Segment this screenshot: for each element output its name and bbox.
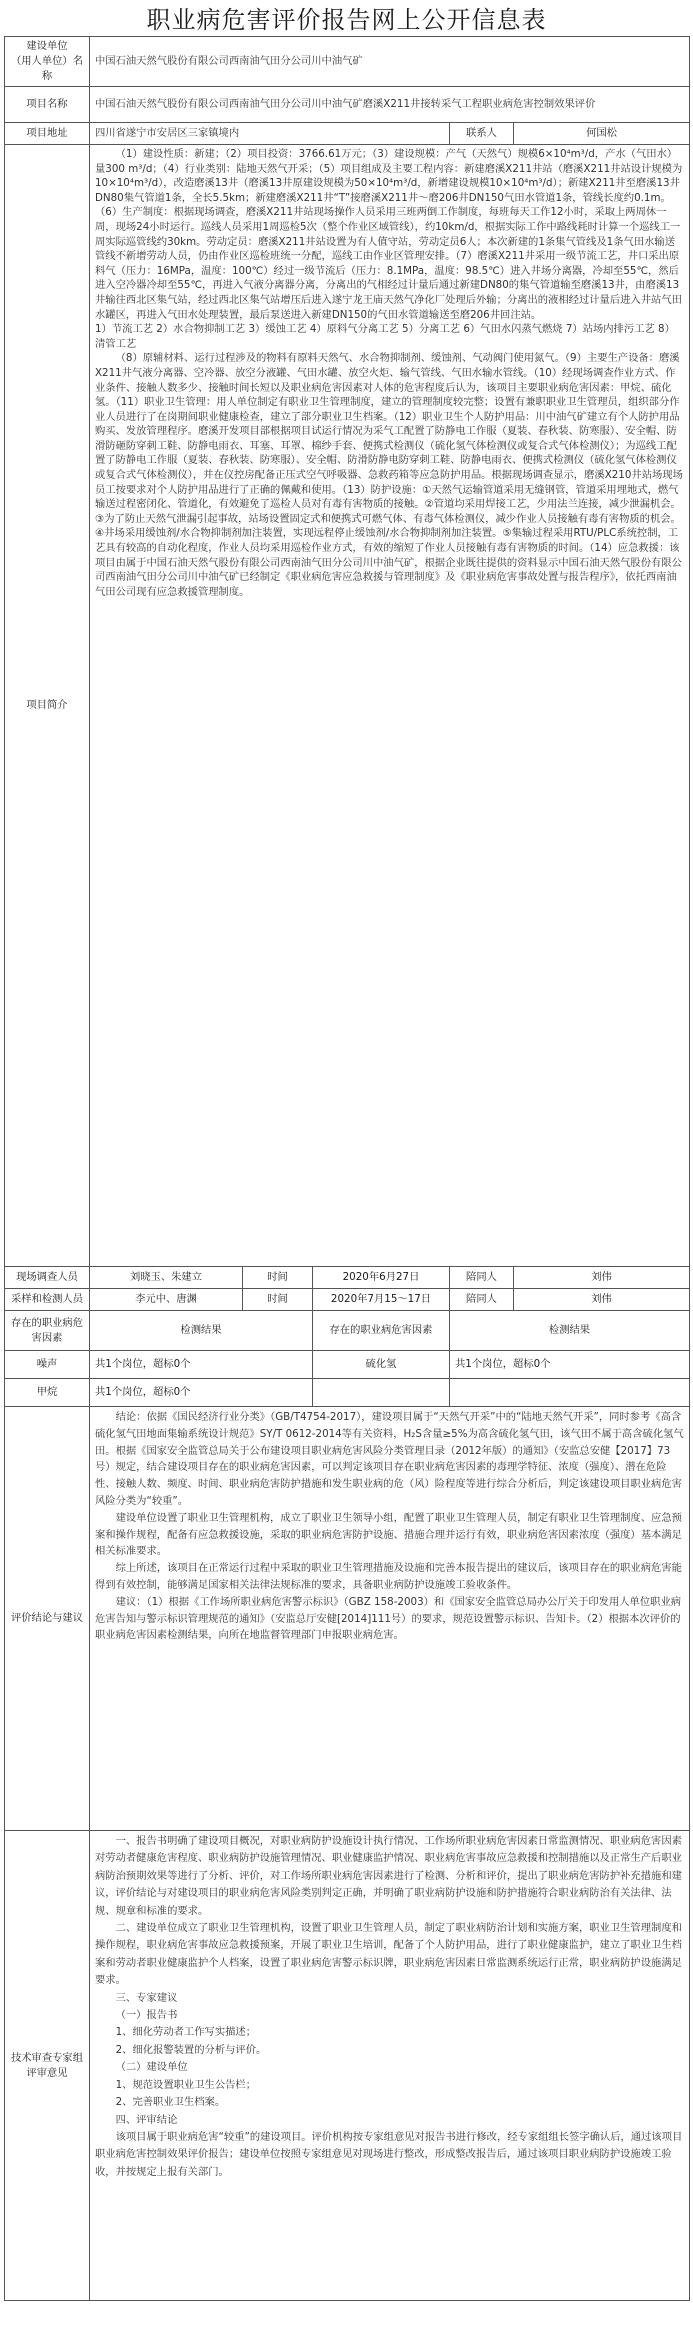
expert-paragraph-2: 二、建设单位成立了职业卫生管理机构，设置了职业卫生管理人员，制定了职业病防治计划和实施方案，职业卫生管理制度和操作规程，职业病危害事故应急救援预案，开展了职业卫生培训，配备了个人防护用品，进行了职业健康监护，建立了职业卫生档案和劳动者职业健康监护个人档案，设置了职业病危害警示标识牌，职业病危害因素日常监测系统运行正常，职业病防护设施满足要求。	[95, 1922, 682, 1987]
survey-time-value: 2020年6月27日	[313, 1267, 450, 1289]
conclusion-paragraph-2: 建设单位设置了职业卫生管理机构，成立了职业卫生领导小组，配置了职业卫生管理人员，制定有职业卫生管理制度、应急预案和操作规程，配备有应急救援设施，采取的职业病危害防护设施、措施合理并运行有效，职业病危害因素浓度（强度）基本满足相关标准要求。	[95, 1511, 682, 1558]
row-address	[5, 123, 690, 145]
row-conclusion	[5, 1407, 690, 1831]
sampling-label: 采样和检测人员	[5, 1289, 90, 1311]
row-project	[5, 87, 690, 123]
contact-value: 何国松	[514, 123, 690, 145]
hazard-factor-methane: 甲烷	[5, 1379, 90, 1407]
address-value: 四川省遂宁市安居区三家镇境内	[90, 123, 450, 145]
row-survey	[5, 1267, 690, 1289]
conclusion-paragraph-4: 建议：（1）根据《工作场所职业病危害警示标识》（GBZ 158-2003）和《国家安全监管总局办公厅关于印发用人单位职业病危害告知与警示标识管理规范的通知》（安监总厅安健[2014]111号）的要求，规范设置警示标识、告知卡。（2）根据本次评价的职业病危害因素检测结果，向所在地监督管理部门申报职业病危害。	[95, 1595, 682, 1642]
brief-label: 项目简介	[5, 145, 90, 1267]
expert-paragraph-9: 2、完善职业卫生档案。	[115, 2096, 226, 2109]
row-brief	[5, 145, 690, 1267]
hazard-factor-noise: 噪声	[5, 1351, 90, 1379]
sampling-time-value: 2020年7月15～17日	[313, 1289, 450, 1311]
expert-label: 技术审查专家组评审意见	[5, 1831, 90, 2301]
hazard-result-noise: 共1个岗位，超标0个	[90, 1351, 313, 1379]
expert-paragraph-3: 三、专家建议	[115, 1991, 178, 2004]
expert-content	[90, 1831, 690, 2301]
project-value: 中国石油天然气股份有限公司西南油气田分公司川中油气矿磨溪X211井接转采气工程职业病危害控制效果评价	[90, 87, 690, 123]
survey-time-label: 时间	[243, 1267, 313, 1289]
expert-paragraph-1: 一、报告书明确了建设项目概况，对职业病防护设施设计执行情况、工作场所职业病危害因素日常监测情况、职业病危害因素对劳动者健康危害程度、职业病防护设施管理情况、职业健康监护情况、职业病危害事故应急救援和控制措施以及正常生产后职业病防治预期效果等进行了分析、评价，对工作场所职业病危害因素进行了检测、分析和评价，提出了职业病危害防护补充措施和建议，评价结论与对建设项目的职业病危害风险类别判定正确，并明确了职业病防护设施和防护措施符合职业病防治有关法律、法规、规章和标准的要求。	[95, 1835, 682, 1917]
expert-paragraph-6: 2、细化报警装置的分析与评价。	[115, 2043, 267, 2056]
brief-paragraph-1: （1）建设性质：新建；（2）项目投资：3766.61万元；（3）建设规模：产气（天然气）规模6×10⁴m³/d，产水（气田水）量300 m³/d；（4）行业类别：陆地天然气开采；（5）项目组成及主要工程内容：新建磨溪X211井站（磨溪X211井站设计规模为10×10⁴m³/d），改造磨溪13井（磨溪13井原建设规模为50×10⁴m³/d，新增建设规模10×10⁴m³/d）；新建X211井至磨溪13井DN80集气管道1条，全长5.5km；新建磨溪X211井“T”接磨溪X211井～磨206井DN150气田水管道1条，管线长度约0.1m。（6）生产制度：根据现场调查，磨溪X211井站现场操作人员采用三班两倒工作制度，每班每天工作12小时，采取上两周休一周，现场24小时运行。巡线人员采用1周巡检5次（整个作业区域管线），约10km/d，根据实际工作中路线耗时计算一个巡线工一周实际巡管线约30km。劳动定员：磨溪X211井站设置为有人值守站，劳动定员6人；本次新建的1条集气管线及1条气田水输送管线不新增劳动人员，仍由作业区巡检班统一分配，巡线工由作业区管理安排。（7）磨溪X211井采用一级节流工艺，井口采出原料气（压力：16MPa，温度：100℃）经过一级节流后（压力：8.1MPa，温度：98.5℃）进入井场分离器，冷却至55℃，然后进入空冷器冷却至55℃，再进入气液分离器分离，分离出的气相经过计量后通过新建DN80的集气管道输至磨溪13井，由磨溪13井输往西北区集气站，经过西北区集气站增压后进入遂宁龙王庙天然气净化厂处理后外输；分离出的液相经过计量后进入井站气田水罐区，再进入气田水处理装置，最后泵送进入新建DN150的气田水管道输送至磨206井回注站。	[95, 148, 683, 321]
project-label: 项目名称	[5, 87, 90, 123]
hazard-header-row	[5, 1311, 690, 1351]
expert-paragraph-5: 1、细化劳动者工作写实描述；	[115, 2026, 257, 2039]
conclusion-content	[90, 1407, 690, 1831]
address-label: 项目地址	[5, 123, 90, 145]
hazard-header-factor-left: 存在的职业病危害因素	[5, 1311, 90, 1351]
sampling-time-label: 时间	[243, 1289, 313, 1311]
conclusion-label: 评价结论与建议	[5, 1407, 90, 1831]
sampling-escort-label: 陪同人	[450, 1289, 514, 1311]
hazard-row	[5, 1351, 690, 1379]
hazard-row	[5, 1379, 690, 1407]
brief-paragraph-3: （8）原辅材料、运行过程涉及的物料有原料天然气、水合物抑制剂、缓蚀剂、气动阀门使用氮气。（9）主要生产设备：磨溪X211井气液分离器、空冷器、放空分液罐、气田水罐、放空火炬、输气管线、气田水输水管线。（10）经现场调查作业方式、作业条件、接触人数多少、接触时间长短以及职业病危害因素对人体的危害程度后认为，该项目主要职业病危害因素：甲烷、硫化氢。（11）职业卫生管理：用人单位制定有职业卫生管理制度，建立的管理制度较完整；设置有兼职职业卫生管理员，组织部分作业人员进行了在岗期间职业健康检查，建立了部分职业卫生档案。（12）职业卫生个人防护用品：川中油气矿建立有个人防护用品购买、发放管理程序。磨溪开发项目部根据项目试运行情况为采气工配置了防静电工作服（夏装、春秋装、防寒服）、安全帽、防滑防砸防穿刺工鞋、防静电雨衣、耳塞、耳罩、棉纱手套、便携式检测仪（硫化氢气体检测仪或复合式气体检测仪）；为巡线工配置了防静电工作服（夏装、春秋装、防寒服）、安全帽、防滑防静电防穿刺工鞋、防静电雨衣、便携式检测仪（硫化氢气体检测仪或复合式气体检测仪），并在仪控房配备正压式空气呼吸器、急救药箱等应急防护用品。根据现场调查显示，磨溪X210井站场现场员工按要求对个人防护用品进行了正确的佩戴和使用。（13）防护设施：①天然气运输管道采用无缝钢管，管道采用埋地式，燃气输送过程密闭化、管道化，有效避免了巡检人员对有毒有害物质的接触。②管道均采用焊接工艺，少用法兰连接，减少泄漏机会。③为了防止天然气泄漏引起事故，站场设置固定式和便携式可燃气体、有毒气体检测仪，减少作业人员接触有毒有害物质的机会。④井场采用缓蚀剂/水合物抑制剂加注装置，实现远程停止缓蚀剂/水合物抑制剂加注装置。⑤集输过程采用RTU/PLC系统控制，工艺具有较高的自动化程度，作业人员均采用巡检作业方式，有效的缩短了作业人员接触有毒有害物质的时间。（14）应急救援：该项目由属于中国石油天然气股份有限公司西南油气田分公司川中油气矿，根据企业既往提供的资料显示中国石油天然气股份有限公司西南油气田分公司川中油气矿已经制定《职业病危害应急救援与管理制度》及《职业病危害事故处置与报告程序》，依托西南油气田公司现有应急救援管理制度。	[95, 352, 683, 598]
hazard-header-result-left: 检测结果	[90, 1311, 313, 1351]
conclusion-paragraph-3: 综上所述，该项目在正常运行过程中采取的职业卫生管理措施及设施和完善本报告提出的建议后，该项目存在的职业病危害能得到有效控制，能够满足国家相关法律法规标准的要求，具备职业病防护设施竣工验收条件。	[95, 1562, 682, 1591]
survey-escort-value: 刘伟	[514, 1267, 690, 1289]
expert-paragraph-4: （一）报告书	[115, 2009, 178, 2022]
unit-value: 中国石油天然气股份有限公司西南油气田分公司川中油气矿	[90, 37, 690, 87]
hazard-header-result-right: 检测结果	[450, 1311, 690, 1351]
hazard-header-factor-right: 存在的职业病危害因素	[313, 1311, 450, 1351]
info-table	[4, 36, 690, 2301]
expert-paragraph-8: 1、规范设置职业卫生公告栏；	[115, 2078, 257, 2091]
expert-paragraph-10: 四、评审结论	[115, 2113, 178, 2126]
page-title: 职业病危害评价报告网上公开信息表	[146, 6, 547, 34]
expert-paragraph-11: 该项目属于职业病危害“较重”的建设项目。评价机构按专家组意见对报告书进行修改，经专家组组长签字确认后，通过该项目职业病危害控制效果评价报告；建设单位按照专家组意见对现场进行整改，形成整改报告后，通过该项目职业病防护设施竣工验收，并按规定上报有关部门。	[95, 2130, 683, 2178]
row-sampling	[5, 1289, 690, 1311]
brief-content	[90, 145, 690, 1267]
hazard-factor-empty	[313, 1379, 450, 1407]
hazard-result-h2s: 共1个岗位，超标0个	[450, 1351, 690, 1379]
hazard-factor-h2s: 硫化氢	[313, 1351, 450, 1379]
row-unit	[5, 37, 690, 87]
hazard-result-empty	[450, 1379, 690, 1407]
expert-paragraph-7: （二）建设单位	[115, 2061, 188, 2074]
survey-escort-label: 陪同人	[450, 1267, 514, 1289]
unit-label: 建设单位 （用人单位）名称	[5, 37, 90, 87]
survey-value: 刘晓玉、朱建立	[90, 1267, 243, 1289]
brief-paragraph-2: 1）节流工艺 2）水合物抑制工艺 3）缓蚀工艺 4）原料气分离工艺 5）分离工艺 6）气田水闪蒸气燃烧 7）站场内排污工艺 8）清管工艺	[95, 323, 675, 350]
conclusion-paragraph-1: 结论：依据《国民经济行业分类》（GB/T4754-2017），建设项目属于“天然气开采”中的“陆地天然气开采”，同时参考《高含硫化氢气田地面集输系统设计规范》SY/T 0612-2014等有关资料，H₂S含量≥5%为高含硫化氢气田，该气田不属于高含硫化氢气田。根据《国家安全监管总局关于公布建设项目职业病危害风险分类管理目录（2012年版）的通知》（安监总安健【2017】73号）规定，结合建设项目存在的职业病危害因素，可以判定该项目存在职业病危害因素的毒理学特征、浓度（强度）、潜在危险性、接触人数、频度、时间、职业病危害防护措施和发生职业病的危（风）险程度等进行综合分析后，判定该建设项目职业病危害风险分类为“较重”。	[95, 1411, 684, 1507]
hazard-result-methane: 共1个岗位，超标0个	[90, 1379, 313, 1407]
contact-label: 联系人	[450, 123, 514, 145]
sampling-escort-value: 刘伟	[514, 1289, 690, 1311]
sampling-value: 李元中、唐渊	[90, 1289, 243, 1311]
survey-label: 现场调查人员	[5, 1267, 90, 1289]
row-expert	[5, 1831, 690, 2301]
